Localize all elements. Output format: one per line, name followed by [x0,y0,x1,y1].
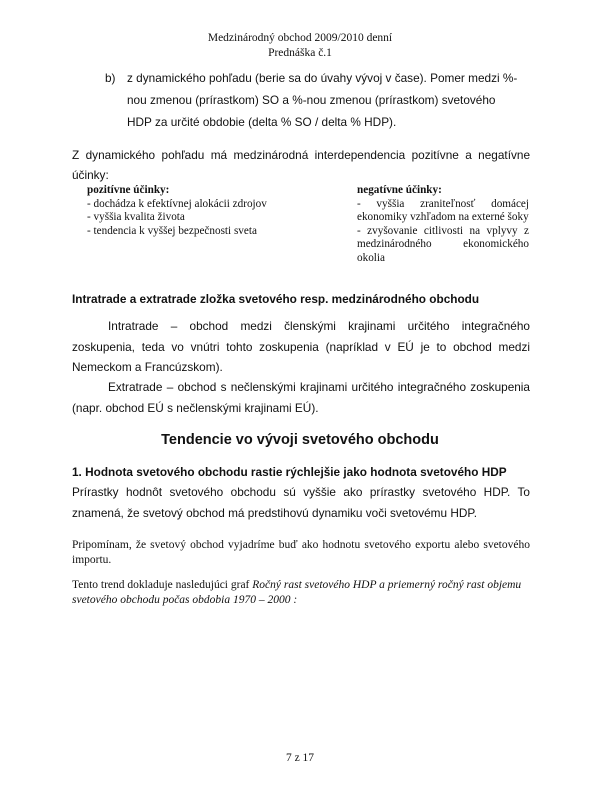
section-heading-intratrade: Intratrade a extratrade zložka svetového resp. medzinárodného obchodu [72,292,480,306]
list-item-line-1: z dynamického pohľadu (berie sa do úvahy vývoj v čase). Pomer medzi %- [127,71,518,85]
note-paragraph: Pripomínam, že svetový obchod vyjadríme buď ako hodnotu svetového exportu alebo svetového importu. [72,539,530,566]
chart-reference-title: Ročný rast svetového HDP a priemerný ročný rast objemu svetového obchodu počas obdobia 1970 – 2000 : [72,579,522,606]
negative-effects-list [357,198,529,266]
trend-paragraph-prefix: Tento trend dokladuje nasledujúci graf [72,579,253,591]
point-1-heading: 1. Hodnota svetového obchodu rastie rýchlejšie jako hodnota svetového HDP [72,465,507,479]
paragraph-intratrade: Intratrade – obchod medzi členskými krajinami určitého integračného zoskupenia, teda vo vnútri tohto zoskupenia (napríklad v EÚ je to obchod medzi Nemeckom a Francúzskom). [72,319,530,374]
list-item-line-3: HDP za určité obdobie (delta % SO / delta % HDP). [127,115,397,129]
list-item: - vyššia zraniteľnosť domácej ekonomiky vzhľadom na externé šoky [357,197,529,223]
section-title-trends: Tendencie vo vývoji svetového obchodu [161,432,439,448]
negative-effects-column [357,184,529,265]
page-header [0,31,600,61]
list-item: - vyššia kvalita života [87,211,185,223]
list-item: - dochádza k efektívnej alokácii zdrojov [87,197,267,210]
point-1-paragraph: Prírastky hodnôt svetového obchodu sú vyššie ako prírastky svetového HDP. To znamená, že svetový obchod má predstihovú dynamiku voči svetovému HDP. [72,485,530,520]
list-item-b [107,67,530,133]
list-item: - zvyšovanie citlivosti na vplyvy z medzinárodného ekonomického okolia [357,224,529,264]
paragraph-dynamic-view: Z dynamického pohľadu má medzinárodná interdependencia pozitívne a negatívne účinky: [72,148,530,182]
trend-paragraph [72,578,542,607]
negative-effects-heading: negatívne účinky: [357,184,442,196]
page-number: 7 z 17 [285,752,315,764]
list-item-line-2: nou zmenou (prírastkom) SO a %-nou zmenou (prírastkom) svetového [127,93,496,107]
list-marker: b) [105,71,116,85]
positive-effects-list [87,198,327,239]
positive-effects-heading: pozitívne účinky: [87,184,170,196]
positive-effects-column [87,184,327,238]
header-course-title: Medzinárodný obchod 2009/2010 denní [207,32,393,44]
list-item: - tendencia k vyššej bezpečnosti sveta [87,224,257,237]
header-lecture-number: Prednáška č.1 [268,47,332,59]
paragraph-extratrade: Extratrade – obchod s nečlenskými krajinami určitého integračného zoskupenia (napr. obchod EÚ s nečlenskými krajinami EÚ). [72,380,530,415]
